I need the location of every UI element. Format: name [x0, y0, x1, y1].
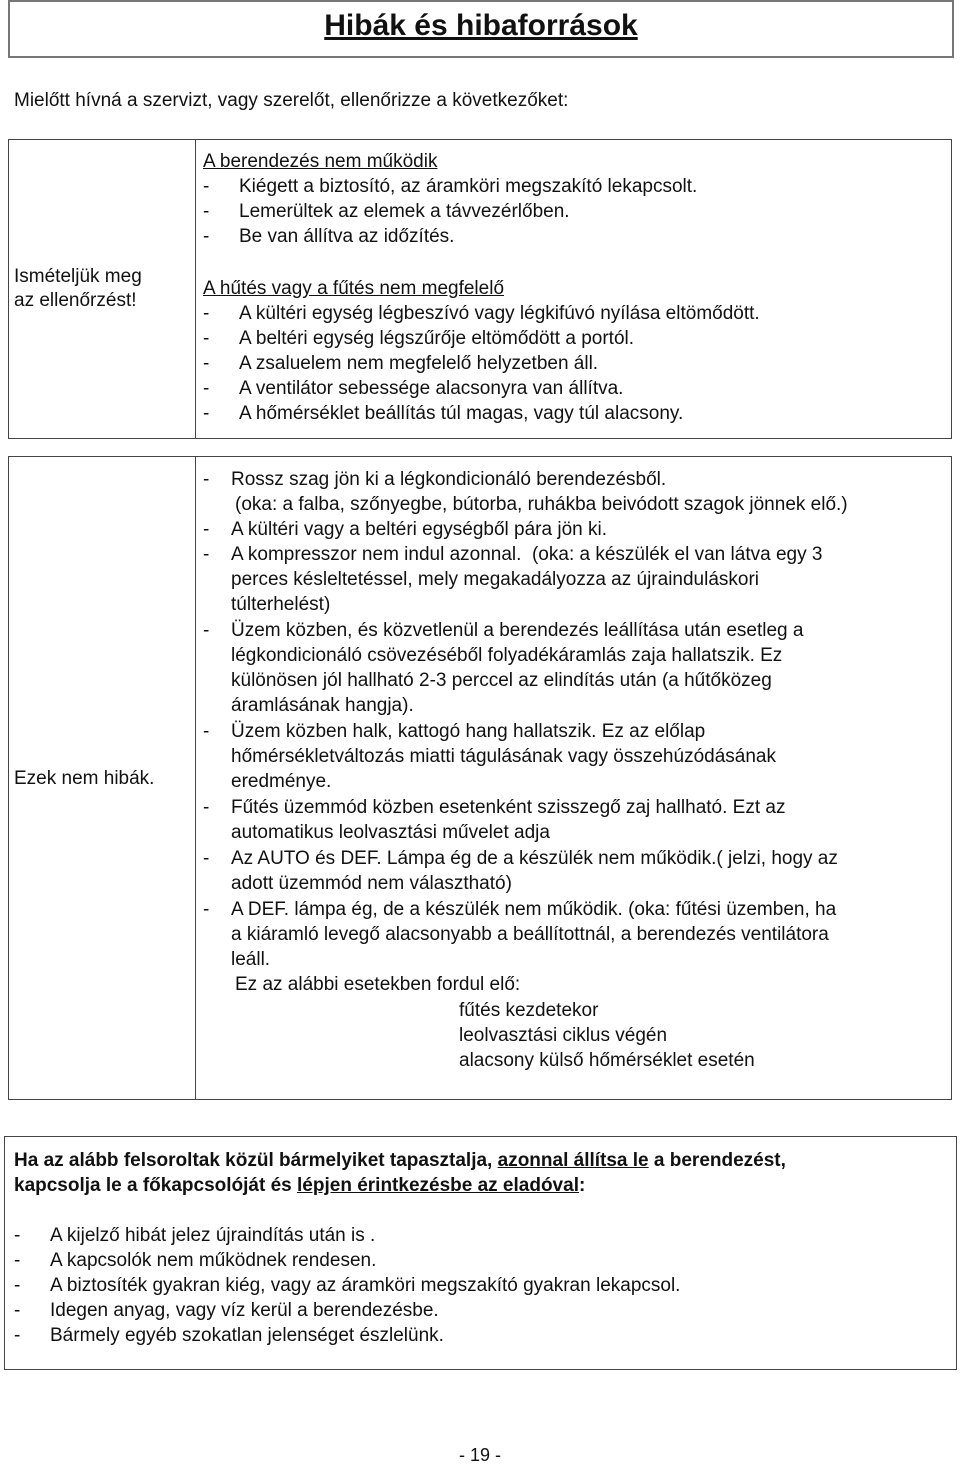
not-faults-label: Ezek nem hibák. [14, 768, 155, 789]
note-line: - A kültéri vagy a beltéri egységből pára jön ki. [203, 519, 607, 540]
note-line: adott üzemmód nem választható) [231, 873, 512, 894]
warning-line-1: Ha az alább felsoroltak közül bármelyiket tapasztalja, azonnal állítsa le a berendezést, [14, 1150, 786, 1171]
note-line: automatikus leolvasztási művelet adja [231, 822, 550, 843]
note-line: - Az AUTO és DEF. Lámpa ég de a készülék nem működik.( jelzi, hogy az [203, 848, 838, 869]
note-line: perces késleltetéssel, mely megakadályozza az újrainduláskori [231, 569, 760, 590]
note-line: különösen jól hallható 2-3 perccel az elindítás után (a hűtőközeg [231, 670, 772, 691]
group2-item: - A zsaluelem nem megfelelő helyzetben áll. [203, 353, 599, 374]
note-subitem: alacsony külső hőmérséklet esetén [459, 1050, 755, 1071]
note-line: Ez az alábbi esetekben fordul elő: [235, 974, 521, 995]
group1-item: - Lemerültek az elemek a távvezérlőben. [203, 201, 570, 222]
note-line: hőmérsékletváltozás miatti tágulásának vagy összehúzódásának [231, 746, 776, 767]
note-line: túlterhelést) [231, 594, 331, 615]
note-subitem: leolvasztási ciklus végén [459, 1025, 668, 1046]
title-box [8, 0, 954, 58]
group2-item: - A kültéri egység légbeszívó vagy légkifúvó nyílása eltömődött. [203, 303, 760, 324]
group1-heading: A berendezés nem működik [203, 151, 438, 172]
group2-heading: A hűtés vagy a fűtés nem megfelelő [203, 278, 505, 299]
note-line: áramlásának hangja). [231, 695, 414, 716]
warning-item: - A kapcsolók nem működnek rendesen. [14, 1250, 377, 1271]
group1-item: - Kiégett a biztosító, az áramköri megszakító lekapcsolt. [203, 176, 698, 197]
warning-item: - A kijelző hibát jelez újraindítás után is . [14, 1225, 376, 1246]
group2-item: - A beltéri egység légszűrője eltömődött a portól. [203, 328, 635, 349]
group2-item: - A ventilátor sebessége alacsonyra van állítva. [203, 378, 624, 399]
check-label-line-1: Ismételjük meg [14, 266, 142, 287]
group1-item: - Be van állítva az időzítés. [203, 226, 455, 247]
note-line: - Rossz szag jön ki a légkondicionáló berendezésből. [203, 469, 667, 490]
group2-item: - A hőmérséklet beállítás túl magas, vagy túl alacsony. [203, 403, 684, 424]
note-subitem: fűtés kezdetekor [459, 1000, 599, 1021]
warning-line-2: kapcsolja le a főkapcsolóját és lépjen érintkezésbe az eladóval: [14, 1175, 586, 1196]
note-line: a kiáramló levegő alacsonyabb a beállítottnál, a berendezés ventilátora [231, 924, 829, 945]
note-line: - A DEF. lámpa ég, de a készülék nem működik. (oka: fűtési üzemben, ha [203, 899, 837, 920]
note-line: - A kompresszor nem indul azonnal. (oka: a készülék el van látva egy 3 [203, 544, 823, 565]
warning-item: - Idegen anyag, vagy víz kerül a berendezésbe. [14, 1300, 439, 1321]
intro-text: Mielőtt hívná a szervizt, vagy szerelőt, ellenőrizze a következőket: [14, 90, 569, 111]
note-line: - Üzem közben halk, kattogó hang hallatszik. Ez az előlap [203, 721, 706, 742]
note-line: légkondicionáló csövezéséből folyadékáramlás zaja hallatszik. Ez [231, 645, 783, 666]
warning-item: - A biztosíték gyakran kiég, vagy az áramköri megszakító gyakran lekapcsol. [14, 1275, 681, 1296]
page-title: Hibák és hibaforrások [324, 9, 638, 42]
note-line: leáll. [231, 949, 271, 970]
note-line: - Fűtés üzemmód közben esetenként szisszegő zaj hallható. Ezt az [203, 797, 786, 818]
warning-item: - Bármely egyéb szokatlan jelenséget észlelünk. [14, 1325, 444, 1346]
page-number: - 19 - [458, 1445, 501, 1465]
check-label-line-2: az ellenőrzést! [14, 290, 137, 311]
note-line: - Üzem közben, és közvetlenül a berendezés leállítása után esetleg a [203, 620, 804, 641]
note-line: (oka: a falba, szőnyegbe, bútorba, ruhákba beivódott szagok jönnek elő.) [235, 494, 848, 515]
note-line: eredménye. [231, 771, 332, 792]
